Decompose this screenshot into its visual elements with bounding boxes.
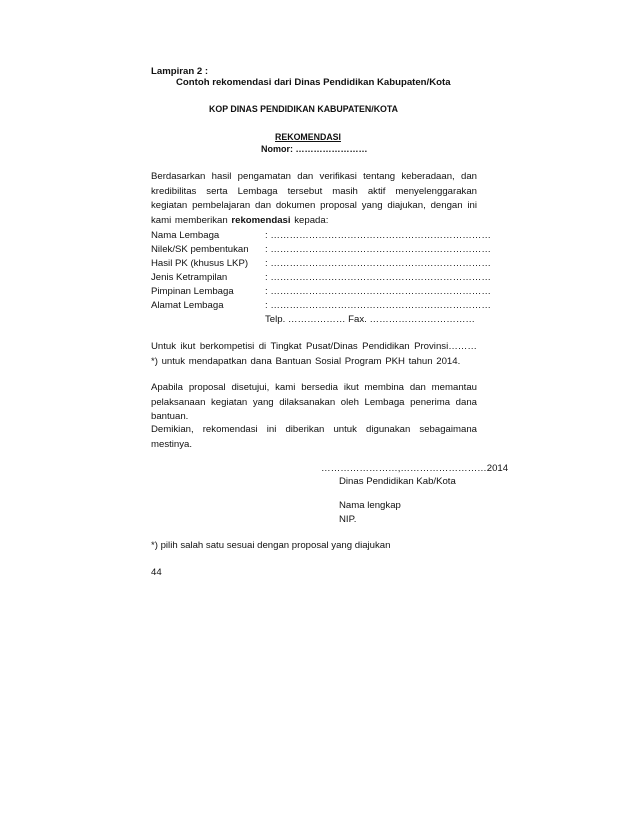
field-label-alamat: Alamat Lembaga [151, 300, 224, 311]
field-label-hasil-pk: Hasil PK (khusus LKP) [151, 258, 249, 269]
signature-office: Dinas Pendidikan Kab/Kota [339, 476, 456, 487]
closing-paragraph: Demikian, rekomendasi ini diberikan untuk digunakan sebagaimana mestinya. [151, 424, 477, 450]
field-label-jenis: Jenis Ketrampilan [151, 272, 228, 283]
document-subtitle: Contoh rekomendasi dari Dinas Pendidikan Kabupaten/Kota [176, 77, 451, 88]
letterhead-placeholder: KOP DINAS PENDIDIKAN KABUPATEN/KOTA [209, 104, 398, 114]
field-value-jenis: : …………………………………………………………… [265, 272, 491, 283]
phone-fax-line: Telp. ……………… Fax. …………………………… [265, 314, 476, 325]
signature-date-line: ……………………,………………………2014 [321, 463, 509, 474]
signature-name: Nama lengkap [339, 500, 401, 511]
competition-paragraph: Untuk ikut berkompetisi di Tingkat Pusat/Dinas Pendidikan Provinsi………*) untuk mendapatkan dana Bantuan Sosial Program PKH tahun 2014. [151, 341, 477, 367]
proposal-paragraph: Apabila proposal disetujui, kami bersedia ikut membina dan memantau pelaksanaan kegiatan yang dilaksanakan oleh Lembaga penerima dana bantuan. [151, 382, 477, 423]
intro-tail: kepada: [290, 214, 329, 226]
signature-nip: NIP. [339, 514, 357, 525]
field-value-nilek: : …………………………………………………………… [265, 244, 491, 255]
intro-paragraph [151, 170, 477, 228]
attachment-label: Lampiran 2 : [151, 66, 209, 77]
page-number: 44 [151, 567, 162, 578]
document-number: Nomor: …………………… [261, 144, 368, 154]
field-label-nilek: Nilek/SK pembentukan [151, 244, 249, 255]
field-value-nama: : …………………………………………………………… [265, 230, 491, 241]
field-label-pimpinan: Pimpinan Lembaga [151, 286, 234, 297]
footnote: *) pilih salah satu sesuai dengan proposal yang diajukan [151, 540, 391, 551]
field-label-nama: Nama Lembaga [151, 230, 220, 241]
field-value-pimpinan: : …………………………………………………………… [265, 286, 491, 297]
field-value-hasil-pk: : …………………………………………………………… [265, 258, 491, 269]
field-value-alamat: : …………………………………………………………… [265, 300, 491, 311]
document-title: REKOMENDASI [275, 132, 341, 142]
intro-bold-word: rekomendasi [231, 214, 291, 226]
intro-text: Berdasarkan hasil pengamatan dan verifikasi tentang keberadaan, dan kredibilitas serta Lembaga tersebut masih aktif menyelenggarakan kegiatan pembelajaran dan dokumen proposal yang diajukan, dengan ini kami memberikan [151, 171, 477, 226]
